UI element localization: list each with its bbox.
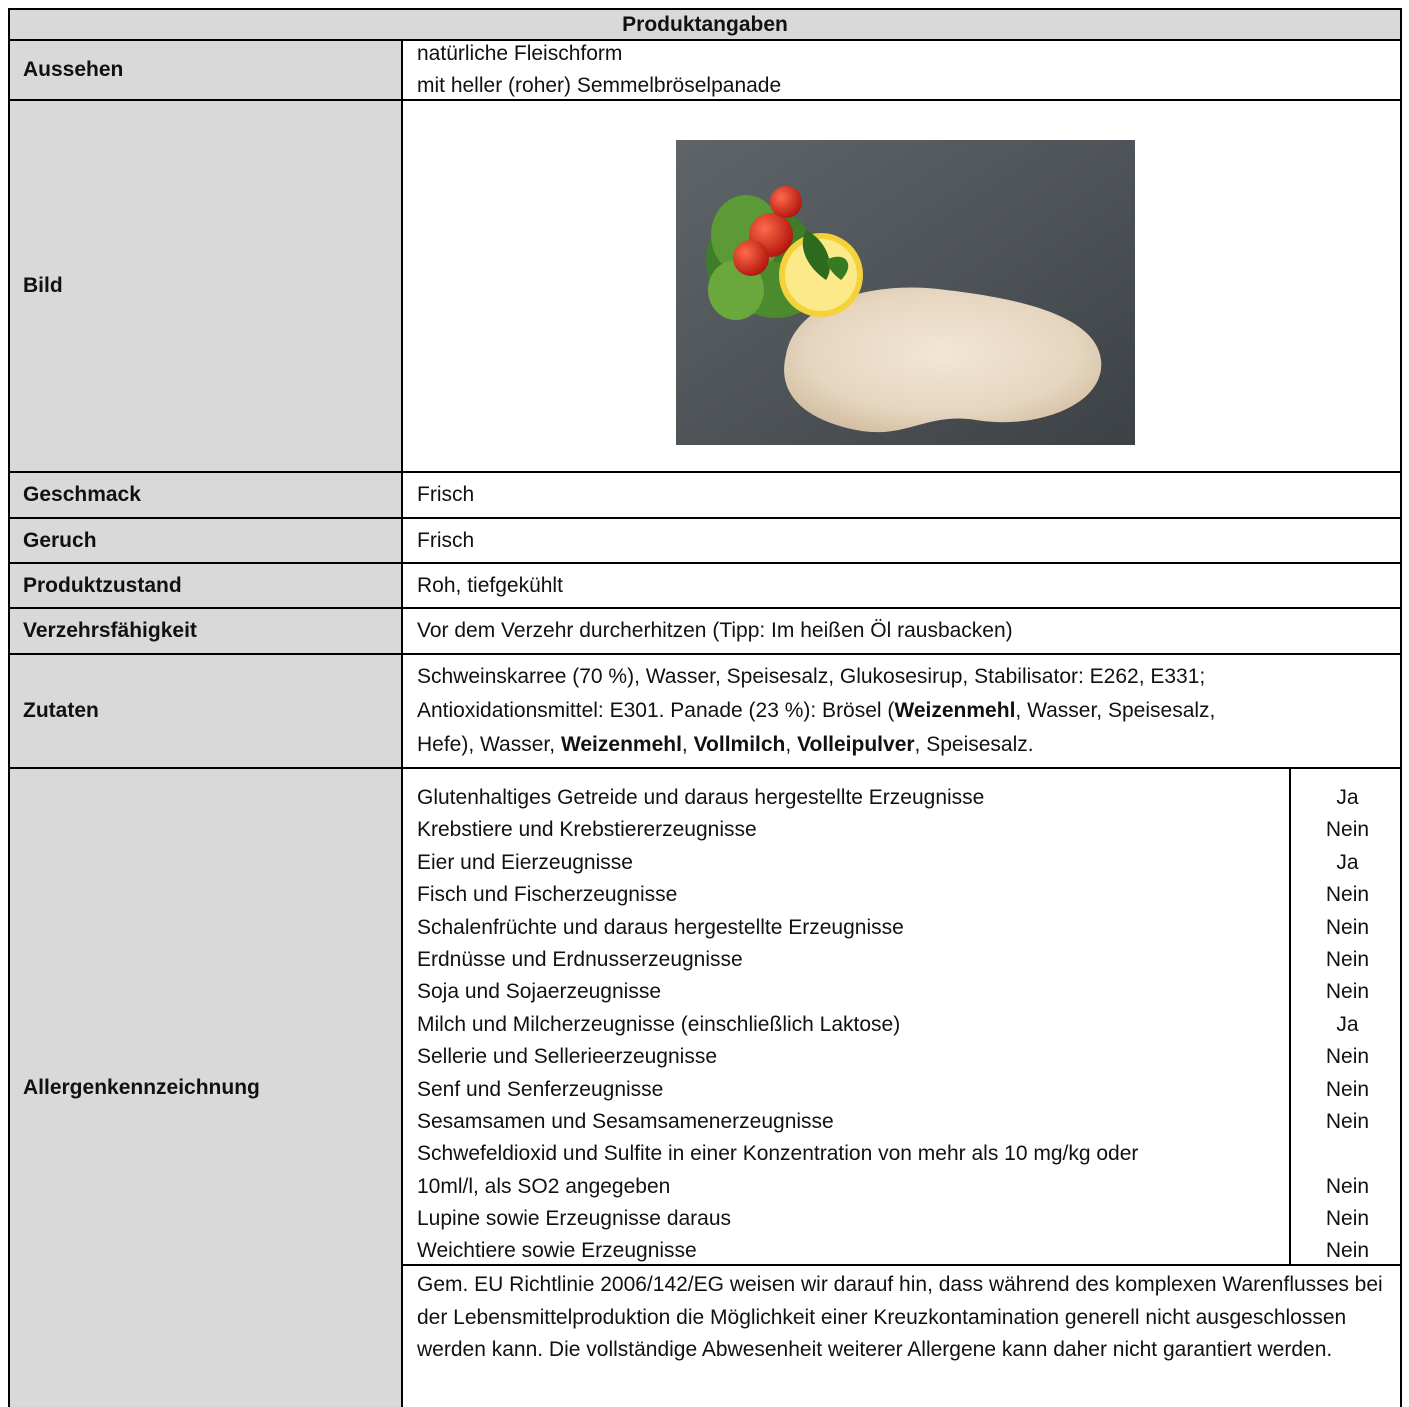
allergen-name: Milch und Milcherzeugnisse (einschließlich Laktose) <box>417 1012 901 1036</box>
allergen-name: Schwefeldioxid und Sulfite in einer Konzentration von mehr als 10 mg/kg oder <box>417 1142 1139 1166</box>
value-verzehrsfaehigkeit: Vor dem Verzehr durcherhitzen (Tipp: Im heißen Öl rausbacken) <box>417 619 1013 642</box>
value-geschmack: Frisch <box>417 483 475 506</box>
allergen-name: Erdnüsse und Erdnusserzeugnisse <box>417 947 743 971</box>
allergen-value: Nein <box>1325 1109 1370 1133</box>
label-allergenkennzeichnung: Allergenkennzeichnung <box>10 769 403 1407</box>
allergen-row <box>403 782 1400 814</box>
allergen-name: Senf und Senferzeugnisse <box>417 1077 664 1101</box>
zutaten-allergen: Vollmilch <box>693 733 786 756</box>
value-aussehen <box>403 41 1400 99</box>
allergen-row <box>403 1041 1400 1073</box>
row-geruch <box>8 517 1402 564</box>
value-allergenkennzeichnung <box>403 769 1400 1407</box>
label-geruch: Geruch <box>10 519 403 562</box>
allergen-row <box>403 1171 1400 1203</box>
value-bild <box>403 101 1400 471</box>
allergen-row <box>403 1009 1400 1041</box>
row-zutaten <box>8 653 1402 769</box>
row-geschmack <box>8 471 1402 519</box>
table-title: Produktangaben <box>8 8 1402 41</box>
allergen-row <box>403 1138 1400 1170</box>
zutaten-part: , Wasser, Speisesalz, <box>1015 699 1216 722</box>
label-verzehrsfaehigkeit: Verzehrsfähigkeit <box>10 609 403 653</box>
value-produktzustand: Roh, tiefgekühlt <box>417 573 563 597</box>
allergen-value: Nein <box>1325 1239 1370 1263</box>
allergen-name: Sellerie und Sellerieerzeugnisse <box>417 1045 718 1069</box>
label-zutaten: Zutaten <box>10 655 403 767</box>
allergen-value: Ja <box>1336 850 1359 874</box>
allergen-row <box>403 814 1400 846</box>
allergen-value: Nein <box>1325 947 1370 971</box>
aussehen-line-2: mit heller (roher) Semmelbröselpanade <box>417 74 782 97</box>
allergen-row <box>403 976 1400 1008</box>
allergen-name: Lupine sowie Erzeugnisse daraus <box>417 1207 732 1231</box>
allergen-value: Ja <box>1336 786 1359 809</box>
allergen-name: Glutenhaltiges Getreide und daraus hergestellte Erzeugnisse <box>417 786 985 809</box>
allergen-row <box>403 912 1400 944</box>
label-aussehen: Aussehen <box>10 41 403 99</box>
allergen-name: 10ml/l, als SO2 angegeben <box>417 1174 671 1198</box>
zutaten-part: , Speisesalz. <box>914 733 1034 756</box>
zutaten-part: Antioxidationsmittel: E301. Panade (23 %): Brösel ( <box>417 699 895 722</box>
zutaten-part: , <box>681 733 694 756</box>
label-produktzustand: Produktzustand <box>10 564 403 607</box>
value-zutaten <box>403 655 1400 767</box>
allergen-value: Ja <box>1336 1012 1359 1036</box>
allergen-row <box>403 1203 1400 1235</box>
label-geschmack: Geschmack <box>10 473 403 517</box>
row-aussehen <box>8 39 1402 101</box>
zutaten-part: Hefe), Wasser, <box>417 733 561 756</box>
allergen-value: Nein <box>1325 883 1370 907</box>
zutaten-part: , <box>785 733 798 756</box>
allergen-row <box>403 1235 1400 1267</box>
allergen-row <box>403 1074 1400 1106</box>
allergen-table <box>403 769 1400 1266</box>
allergen-value: Nein <box>1325 1045 1370 1069</box>
allergen-row <box>403 847 1400 879</box>
allergen-value: Nein <box>1325 1077 1370 1101</box>
allergen-list <box>403 782 1400 1268</box>
allergen-name: Sesamsamen und Sesamsamenerzeugnisse <box>417 1109 834 1133</box>
allergen-name: Soja und Sojaerzeugnisse <box>417 980 662 1004</box>
breaded-schnitzel-photo <box>676 140 1135 445</box>
label-bild: Bild <box>10 101 403 471</box>
zutaten-allergen: Weizenmehl <box>894 699 1016 722</box>
aussehen-line-1: natürliche Fleischform <box>417 42 623 65</box>
row-verzehrsfaehigkeit <box>8 607 1402 655</box>
row-allergenkennzeichnung <box>8 767 1402 1407</box>
zutaten-part: Schweinskarree (70 %), Wasser, Speisesalz, Glukosesirup, Stabilisator: E262, E331; <box>417 665 1206 688</box>
row-bild <box>8 99 1402 473</box>
value-geruch: Frisch <box>417 528 475 552</box>
allergen-row <box>403 879 1400 911</box>
allergen-value: Nein <box>1325 980 1370 1004</box>
zutaten-allergen: Volleipulver <box>797 733 915 756</box>
allergen-row <box>403 1106 1400 1138</box>
allergen-name: Eier und Eierzeugnisse <box>417 850 633 874</box>
allergen-name: Fisch und Fischerzeugnisse <box>417 883 678 907</box>
allergen-value: Nein <box>1325 1174 1370 1198</box>
allergen-name: Krebstiere und Krebstiererzeugnisse <box>417 818 757 842</box>
allergen-row <box>403 944 1400 976</box>
zutaten-allergen: Weizenmehl <box>560 733 682 756</box>
row-produktzustand <box>8 562 1402 609</box>
allergen-name: Weichtiere sowie Erzeugnisse <box>417 1239 697 1263</box>
allergen-name: Schalenfrüchte und daraus hergestellte Erzeugnisse <box>417 915 904 939</box>
allergen-value: Nein <box>1325 818 1370 842</box>
allergen-note: Gem. EU Richtlinie 2006/142/EG weisen wir darauf hin, dass während des komplexen Warenflusses bei der Lebensmittelproduktion die Möglichkeit einer Kreuzkontamination generell nicht ausgeschlossen werden kann. Die vollständige Abwesenheit weiterer Allergene kann daher nicht garantiert werden. <box>417 1273 1383 1361</box>
allergen-value: Nein <box>1325 1207 1370 1231</box>
allergen-value: Nein <box>1325 915 1370 939</box>
